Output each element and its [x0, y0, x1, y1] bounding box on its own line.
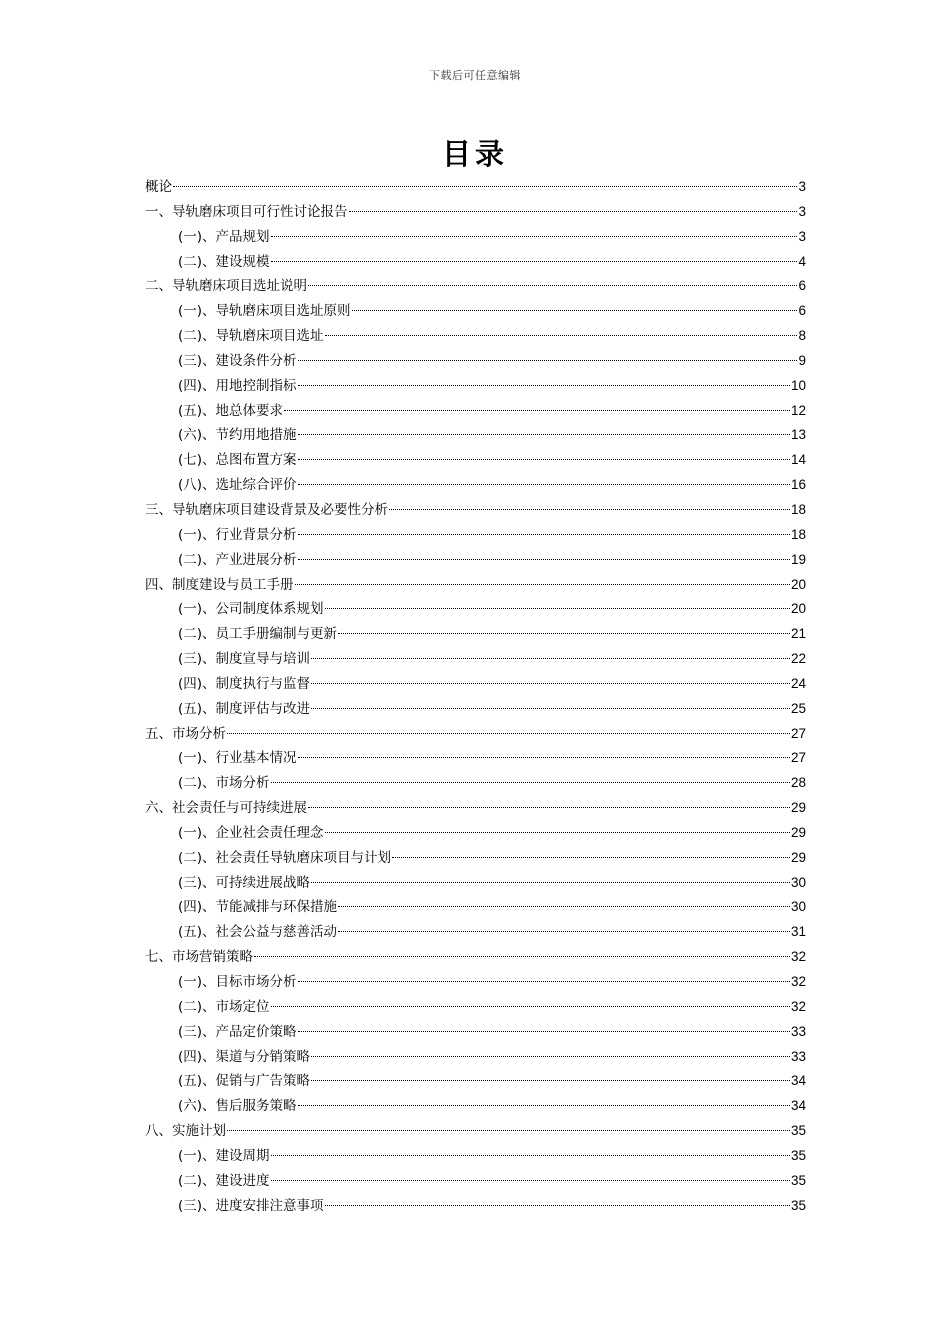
toc-entry-text: (一)、建设周期 [178, 1147, 270, 1164]
toc-page-number: 3 [798, 228, 806, 244]
toc-leader-dots [298, 1105, 790, 1106]
toc-page-number: 32 [790, 998, 806, 1014]
toc-entry[interactable] [145, 970, 806, 995]
toc-page-number: 19 [790, 551, 806, 567]
toc-page-number: 27 [790, 750, 806, 766]
toc-page-number: 30 [790, 899, 806, 915]
toc-entry[interactable] [145, 1144, 806, 1169]
toc-entry[interactable] [145, 821, 806, 846]
toc-entry[interactable] [145, 722, 806, 747]
toc-page-number: 34 [790, 1098, 806, 1114]
toc-entry[interactable] [145, 274, 806, 299]
toc-page-number: 4 [798, 253, 806, 269]
toc-entry[interactable] [145, 697, 806, 722]
toc-leader-dots [338, 931, 790, 932]
toc-entry[interactable] [145, 498, 806, 523]
toc-entry-text: 概论 [145, 179, 172, 195]
toc-entry-text: (七)、总图布置方案 [178, 452, 297, 469]
toc-page-number: 13 [790, 427, 806, 443]
table-of-contents [145, 175, 806, 1218]
toc-page-number: 10 [790, 377, 806, 393]
toc-leader-dots [298, 757, 790, 758]
toc-entry[interactable] [145, 597, 806, 622]
toc-page-number: 22 [790, 651, 806, 667]
toc-entry-text: (五)、促销与广告策略 [178, 1073, 311, 1090]
toc-entry-text: 一、导轨磨床项目可行性讨论报告 [145, 203, 348, 220]
toc-leader-dots [298, 1031, 790, 1032]
toc-entry[interactable] [145, 200, 806, 225]
toc-leader-dots [298, 434, 790, 435]
toc-leader-dots [298, 559, 790, 560]
toc-page-number: 32 [790, 974, 806, 989]
toc-entry[interactable] [145, 771, 806, 796]
toc-entry-text: (二)、建设进度 [178, 1172, 270, 1189]
toc-page-number: 35 [790, 1123, 806, 1139]
toc-entry[interactable] [145, 796, 806, 821]
toc-entry[interactable] [145, 399, 806, 424]
toc-leader-dots [271, 236, 798, 237]
toc-entry[interactable] [145, 299, 806, 324]
toc-leader-dots [338, 906, 790, 907]
toc-entry-text: (四)、渠道与分销策略 [178, 1048, 311, 1065]
toc-entry-text: (六)、售后服务策略 [178, 1098, 297, 1115]
toc-page-number: 16 [790, 477, 806, 493]
toc-page-number: 25 [790, 700, 806, 716]
toc-entry[interactable] [145, 895, 806, 920]
toc-page-number: 6 [798, 278, 806, 294]
toc-page-number: 32 [790, 949, 806, 965]
toc-entry[interactable] [145, 250, 806, 275]
toc-page-number: 35 [790, 1147, 806, 1163]
toc-entry[interactable] [145, 448, 806, 473]
toc-entry[interactable] [145, 1069, 806, 1094]
toc-leader-dots [271, 1155, 790, 1156]
toc-leader-dots [227, 1130, 790, 1131]
toc-page-number: 20 [790, 601, 806, 617]
toc-leader-dots [298, 360, 798, 361]
toc-page-number: 3 [798, 203, 806, 219]
toc-page-number: 28 [790, 775, 806, 791]
toc-page-number: 35 [790, 1197, 806, 1213]
toc-page-number: 12 [790, 402, 806, 418]
toc-leader-dots [271, 782, 790, 783]
toc-page-number: 14 [790, 452, 806, 468]
toc-leader-dots [298, 981, 790, 982]
toc-leader-dots [308, 807, 790, 808]
toc-page-number: 3 [798, 179, 806, 194]
toc-entry[interactable] [145, 945, 806, 970]
toc-entry-text: (二)、建设规模 [178, 253, 270, 270]
toc-entry-text: (一)、公司制度体系规划 [178, 601, 324, 618]
toc-entry[interactable] [145, 647, 806, 672]
toc-page-number: 6 [798, 303, 806, 319]
toc-entry-text: (五)、社会公益与慈善活动 [178, 924, 338, 941]
toc-leader-dots [325, 1205, 790, 1206]
toc-page-number: 29 [790, 800, 806, 816]
toc-page-number: 8 [798, 328, 806, 344]
toc-entry-text: (三)、进度安排注意事项 [178, 1197, 324, 1214]
toc-leader-dots [392, 857, 790, 858]
toc-entry[interactable] [145, 324, 806, 349]
toc-leader-dots [254, 956, 790, 957]
toc-leader-dots [311, 658, 790, 659]
toc-entry[interactable] [145, 1194, 806, 1219]
toc-entry-text: (五)、地总体要求 [178, 402, 284, 419]
toc-entry-text: (二)、市场分析 [178, 775, 270, 792]
toc-page-number: 35 [790, 1172, 806, 1188]
toc-page-number: 18 [790, 526, 806, 542]
toc-entry-text: (三)、建设条件分析 [178, 352, 297, 369]
toc-entry[interactable] [145, 225, 806, 250]
toc-page-number: 24 [790, 675, 806, 691]
toc-leader-dots [227, 733, 790, 734]
toc-entry-text: (一)、企业社会责任理念 [178, 824, 324, 841]
toc-entry-text: 八、实施计划 [145, 1123, 226, 1140]
toc-entry-text: (一)、行业背景分析 [178, 526, 297, 543]
toc-entry[interactable] [145, 349, 806, 374]
toc-entry[interactable] [145, 920, 806, 945]
toc-entry[interactable] [145, 473, 806, 498]
toc-entry-text: 三、导轨磨床项目建设背景及必要性分析 [145, 501, 388, 518]
toc-leader-dots [311, 683, 790, 684]
toc-leader-dots [298, 459, 790, 460]
toc-entry-text: (六)、节约用地措施 [178, 427, 297, 444]
toc-entry-text: (一)、导轨磨床项目选址原则 [178, 303, 351, 320]
toc-leader-dots [325, 335, 798, 336]
toc-leader-dots [338, 633, 790, 634]
toc-page-number: 21 [790, 626, 806, 642]
toc-entry-text: (二)、导轨磨床项目选址 [178, 328, 324, 345]
toc-page-number: 33 [790, 1048, 806, 1064]
toc-entry-text: (四)、节能减排与环保措施 [178, 899, 338, 916]
page-title: 目录 [441, 137, 508, 171]
toc-leader-dots [271, 261, 798, 262]
toc-leader-dots [271, 1180, 790, 1181]
toc-leader-dots [311, 1080, 790, 1081]
toc-entry-text: 四、制度建设与员工手册 [145, 576, 294, 593]
toc-leader-dots [389, 509, 790, 510]
toc-leader-dots [284, 410, 790, 411]
toc-entry-text: (五)、制度评估与改进 [178, 700, 311, 717]
toc-page-number: 33 [790, 1023, 806, 1039]
toc-entry[interactable] [145, 622, 806, 647]
toc-leader-dots [349, 211, 798, 212]
toc-entry-text: 二、导轨磨床项目选址说明 [145, 278, 307, 295]
toc-entry[interactable] [145, 1020, 806, 1045]
toc-leader-dots [173, 186, 797, 187]
toc-leader-dots [298, 484, 790, 485]
toc-entry-text: (三)、制度宣导与培训 [178, 651, 311, 668]
toc-entry[interactable] [145, 871, 806, 896]
header-note: 下载后可任意编辑 [429, 69, 521, 82]
toc-leader-dots [295, 584, 790, 585]
toc-entry[interactable] [145, 846, 806, 871]
toc-entry-text: (一)、行业基本情况 [178, 750, 297, 767]
toc-leader-dots [311, 882, 790, 883]
toc-entry[interactable] [145, 672, 806, 697]
toc-page-number: 31 [790, 924, 806, 940]
toc-entry-text: (一)、产品规划 [178, 228, 270, 245]
toc-page-number: 30 [790, 874, 806, 890]
toc-entry-text: (二)、员工手册编制与更新 [178, 626, 338, 643]
toc-leader-dots [325, 832, 790, 833]
toc-entry[interactable] [145, 746, 806, 771]
toc-entry-text: 七、市场营销策略 [145, 949, 253, 966]
toc-entry[interactable] [145, 1045, 806, 1070]
toc-entry[interactable] [145, 1094, 806, 1119]
toc-leader-dots [298, 534, 790, 535]
toc-entry[interactable] [145, 374, 806, 399]
toc-leader-dots [311, 708, 790, 709]
toc-entry-text: (四)、用地控制指标 [178, 377, 297, 394]
toc-page-number: 18 [790, 501, 806, 517]
toc-entry-text: (四)、制度执行与监督 [178, 675, 311, 692]
toc-entry-text: 五、市场分析 [145, 725, 226, 742]
toc-entry[interactable] [145, 423, 806, 448]
toc-entry-text: (三)、产品定价策略 [178, 1023, 297, 1040]
toc-entry[interactable] [145, 175, 806, 200]
toc-entry-text: (八)、选址综合评价 [178, 477, 297, 494]
toc-page-number: 34 [790, 1073, 806, 1089]
toc-leader-dots [352, 310, 798, 311]
toc-leader-dots [298, 385, 790, 386]
toc-page-number: 27 [790, 725, 806, 741]
toc-page-number: 29 [790, 824, 806, 840]
toc-leader-dots [325, 608, 790, 609]
toc-leader-dots [271, 1006, 790, 1007]
toc-entry-text: (二)、产业进展分析 [178, 551, 297, 568]
toc-entry-text: (二)、市场定位 [178, 998, 270, 1015]
toc-page-number: 9 [798, 352, 806, 368]
toc-entry[interactable] [145, 995, 806, 1020]
toc-page-number: 20 [790, 576, 806, 592]
toc-entry[interactable] [145, 573, 806, 598]
toc-leader-dots [311, 1056, 790, 1057]
toc-entry-text: (一)、目标市场分析 [178, 974, 297, 990]
toc-entry[interactable] [145, 523, 806, 548]
toc-entry-text: (三)、可持续进展战略 [178, 874, 311, 891]
toc-leader-dots [308, 285, 797, 286]
toc-entry[interactable] [145, 1169, 806, 1194]
toc-entry[interactable] [145, 548, 806, 573]
toc-page-number: 29 [790, 849, 806, 865]
toc-entry[interactable] [145, 1119, 806, 1144]
toc-entry-text: (二)、社会责任导轨磨床项目与计划 [178, 849, 392, 866]
toc-entry-text: 六、社会责任与可持续进展 [145, 800, 307, 817]
